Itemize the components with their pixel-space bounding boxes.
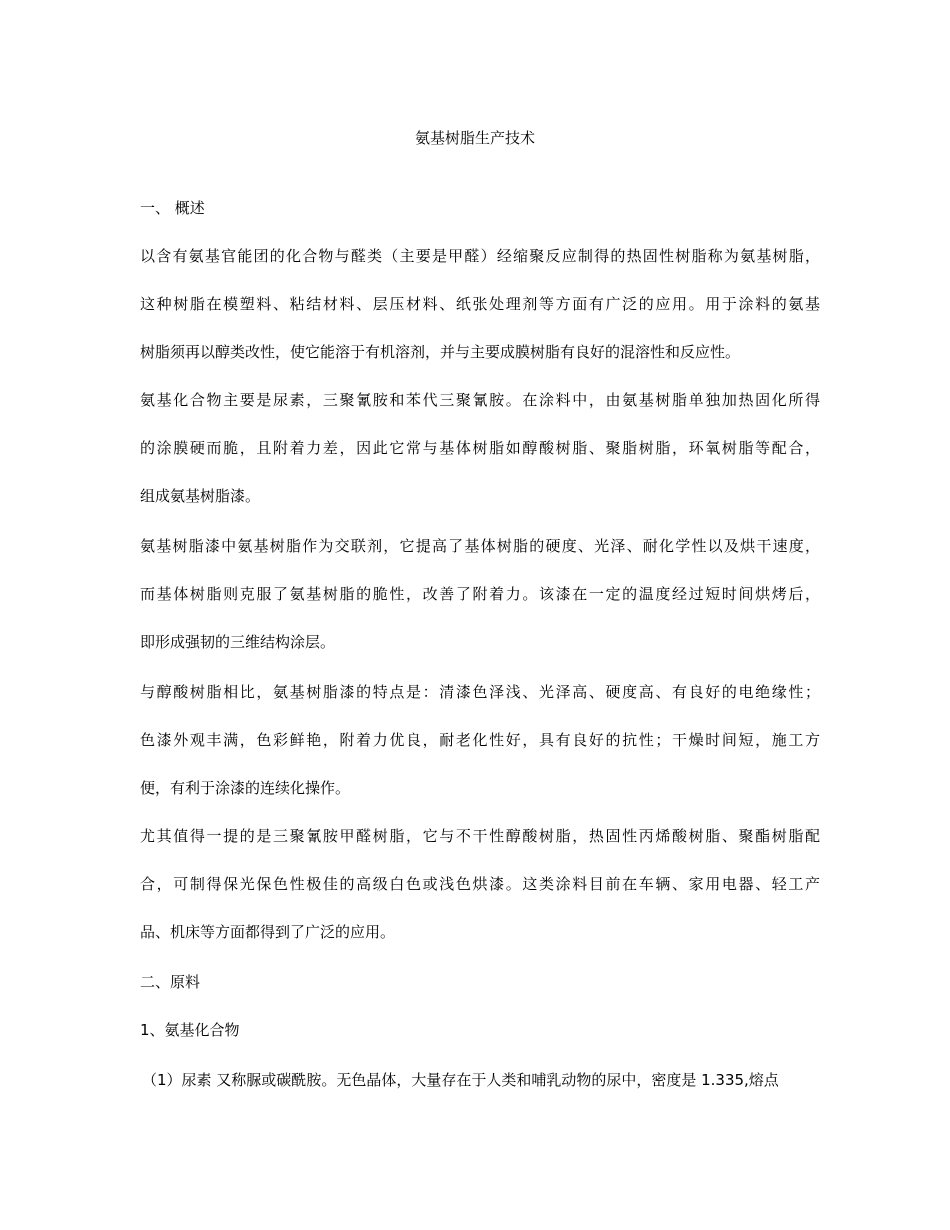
- subsection-heading-amino-compounds: 1、氨基化合物: [140, 1021, 240, 1039]
- paragraph-line: 品、机床等方面都得到了广泛的应用。: [140, 923, 396, 941]
- paragraph-line: 即形成强韧的三维结构涂层。: [140, 633, 336, 651]
- paragraph-line: 这种树脂在模塑料、粘结材料、层压材料、纸张处理剂等方面有广泛的应用。用于涂料的氨基: [140, 295, 820, 313]
- paragraph-line: 便，有利于涂漆的连续化操作。: [140, 779, 351, 797]
- paragraph-line: 与醇酸树脂相比，氨基树脂漆的特点是：清漆色泽浅、光泽高、硬度高、有良好的电绝缘性；: [140, 683, 820, 701]
- section-heading-materials: 二、原料: [140, 973, 201, 991]
- paragraph-line: 的涂膜硬而脆，且附着力差，因此它常与基体树脂如醇酸树脂、聚脂树脂，环氧树脂等配合，: [140, 439, 820, 457]
- paragraph-line: 色漆外观丰满，色彩鲜艳，附着力优良，耐老化性好，具有良好的抗性；干燥时间短，施工方: [140, 731, 820, 749]
- paragraph-line: 以含有氨基官能团的化合物与醛类（主要是甲醛）经缩聚反应制得的热固性树脂称为氨基树脂，: [140, 247, 820, 265]
- paragraph-line: 合，可制得保光保色性极佳的高级白色或浅色烘漆。这类涂料目前在车辆、家用电器、轻工产: [140, 875, 820, 893]
- paragraph-line: 氨基化合物主要是尿素，三聚氰胺和苯代三聚氰胺。在涂料中，由氨基树脂单独加热固化所得: [140, 391, 820, 409]
- paragraph-line: 而基体树脂则克服了氨基树脂的脆性，改善了附着力。该漆在一定的温度经过短时间烘烤后，: [140, 585, 820, 603]
- paragraph-line-urea: （1）尿素 又称脲或碳酰胺。无色晶体，大量存在于人类和哺乳动物的尿中，密度是 1.335,熔点: [142, 1071, 779, 1089]
- section-heading-overview: 一、 概述: [140, 199, 205, 217]
- paragraph-line: 尤其值得一提的是三聚氰胺甲醛树脂，它与不干性醇酸树脂，热固性丙烯酸树脂、聚酯树脂配: [140, 827, 820, 845]
- document-title: 氨基树脂生产技术: [414, 129, 535, 147]
- paragraph-line: 树脂须再以醇类改性，使它能溶于有机溶剂，并与主要成膜树脂有良好的混溶性和反应性。: [140, 343, 741, 361]
- paragraph-line: 氨基树脂漆中氨基树脂作为交联剂，它提高了基体树脂的硬度、光泽、耐化学性以及烘干速度，: [140, 537, 820, 555]
- paragraph-line: 组成氨基树脂漆。: [140, 487, 261, 505]
